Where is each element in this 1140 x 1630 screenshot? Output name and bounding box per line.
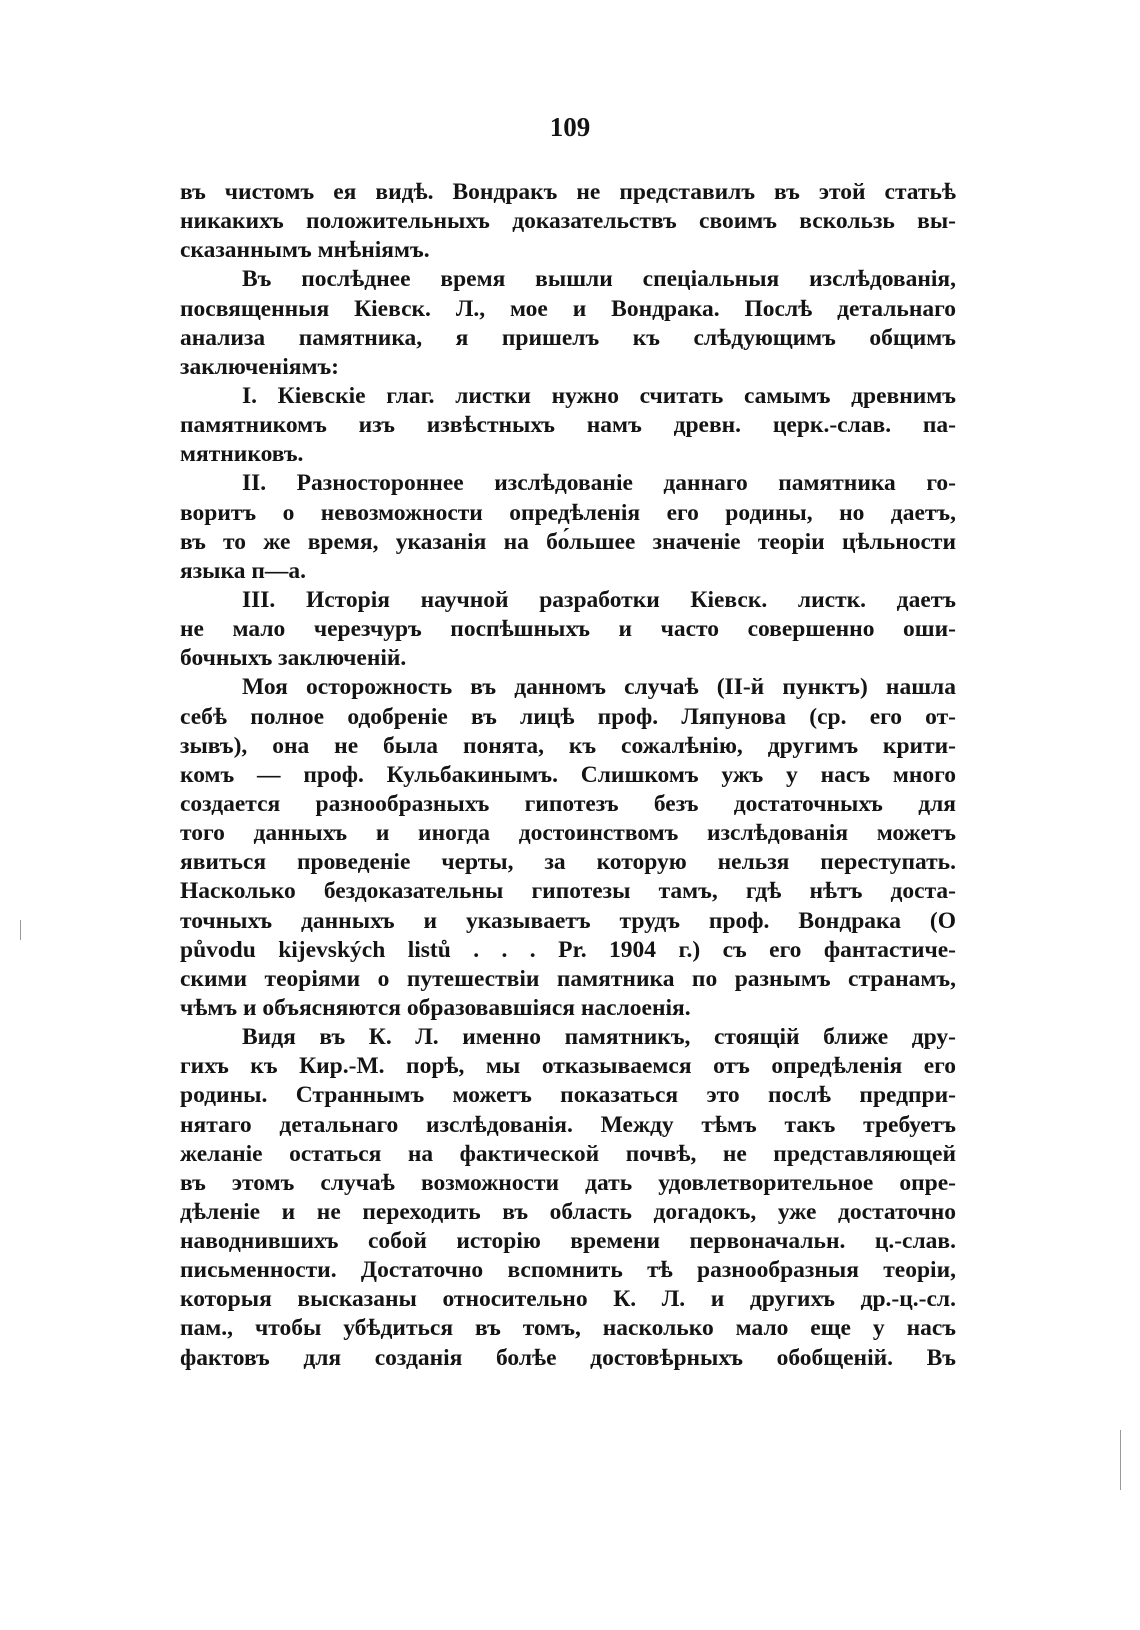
text-line: въ то же время, указанія на бо́льшее значеніе теоріи цѣльности bbox=[180, 528, 956, 555]
body-text bbox=[180, 178, 956, 1373]
text-line: воритъ о невозможности опредѣленія его родины, но даетъ, bbox=[180, 499, 956, 526]
text-line: мятниковъ. bbox=[180, 441, 304, 468]
text-line: памятникомъ изъ извѣстныхъ намъ древн. церк.-слав. па- bbox=[180, 412, 956, 439]
text-line: желаніе остаться на фактической почвѣ, не представляющей bbox=[180, 1140, 956, 1167]
scan-edge-mark bbox=[1120, 1430, 1121, 1490]
text-line: себѣ полное одобреніе въ лицѣ проф. Ляпунова (ср. его от- bbox=[180, 703, 956, 730]
text-line: наводнившихъ собой исторію времени первоначальн. ц.-слав. bbox=[180, 1228, 956, 1255]
text-line: сказаннымъ мнѣніямъ. bbox=[180, 237, 430, 264]
text-line: Видя въ К. Л. именно памятникъ, стоящій ближе дру- bbox=[242, 1024, 956, 1051]
text-line: явиться проведеніе черты, за которую нельзя переступать. bbox=[180, 849, 956, 876]
text-line: бочныхъ заключеній. bbox=[180, 645, 407, 672]
text-line: Насколько бездоказательны гипотезы тамъ, гдѣ нѣтъ доста- bbox=[180, 878, 956, 905]
text-line: дѣленіе и не переходить въ область догадокъ, уже достаточно bbox=[180, 1198, 956, 1225]
text-line: въ чистомъ ея видѣ. Вондракъ не представилъ въ этой статьѣ bbox=[180, 179, 956, 205]
text-line: III. Исторія научной разработки Кіевск. листк. даетъ bbox=[242, 586, 956, 613]
page-number: 109 bbox=[549, 112, 591, 142]
text-line: создается разнообразныхъ гипотезъ безъ достаточныхъ для bbox=[180, 790, 956, 817]
text-line: I. Кіевскіе глаг. листки нужно считать самымъ древнимъ bbox=[242, 382, 956, 409]
text-line: языка п—а. bbox=[180, 557, 306, 584]
text-line: не мало черезчуръ поспѣшныхъ и часто совершенно оши- bbox=[180, 616, 956, 643]
text-line: гихъ къ Кир.-М. порѣ, мы отказываемся отъ опредѣленія его bbox=[180, 1053, 956, 1080]
text-line: пам., чтобы убѣдиться въ томъ, насколько мало еще у насъ bbox=[180, 1315, 956, 1342]
text-line: původu kijevských listů . . . Pr. 1904 г.) съ его фантастиче- bbox=[180, 936, 956, 963]
text-line: комъ — проф. Кульбакинымъ. Слишкомъ ужъ у насъ много bbox=[180, 761, 956, 788]
text-line: того данныхъ и иногда достоинствомъ изслѣдованія можетъ bbox=[180, 820, 956, 847]
text-line: II. Разностороннее изслѣдованіе даннаго памятника го- bbox=[242, 470, 956, 497]
text-line: Въ послѣднее время вышли спеціальныя изслѣдованія, bbox=[242, 266, 956, 293]
text-line: письменности. Достаточно вспомнить тѣ разнообразныя теоріи, bbox=[180, 1257, 956, 1284]
text-line: посвященныя Кіевск. Л., мое и Вондрака. Послѣ детальнаго bbox=[180, 295, 956, 322]
text-line: скими теоріями о путешествіи памятника по разнымъ странамъ, bbox=[180, 965, 956, 992]
scan-edge-mark bbox=[20, 920, 21, 940]
text-line: нятаго детальнаго изслѣдованія. Между тѣмъ такъ требуетъ bbox=[180, 1111, 956, 1138]
text-line: родины. Страннымъ можетъ показаться это послѣ предпри- bbox=[180, 1082, 956, 1109]
text-line: Моя осторожность въ данномъ случаѣ (II-й пунктъ) нашла bbox=[242, 674, 956, 701]
text-line: фактовъ для созданія болѣе достовѣрныхъ обобщеній. Въ bbox=[180, 1344, 956, 1371]
text-line: въ этомъ случаѣ возможности дать удовлетворительное опре- bbox=[180, 1169, 956, 1196]
text-line: зывъ), она не была понята, къ сожалѣнію, другимъ крити- bbox=[180, 732, 956, 759]
text-line: которыя высказаны относительно К. Л. и другихъ др.-ц.-сл. bbox=[180, 1286, 956, 1313]
text-line: заключеніямъ: bbox=[180, 353, 339, 380]
text-line: чѣмъ и объясняются образовавшіяся наслоенія. bbox=[180, 994, 691, 1021]
text-line: точныхъ данныхъ и указываетъ трудъ проф. Вондрака (O bbox=[180, 907, 956, 934]
text-line: никакихъ положительныхъ доказательствъ своимъ вскользь вы- bbox=[180, 208, 956, 235]
text-line: анализа памятника, я пришелъ къ слѣдующимъ общимъ bbox=[180, 324, 956, 351]
